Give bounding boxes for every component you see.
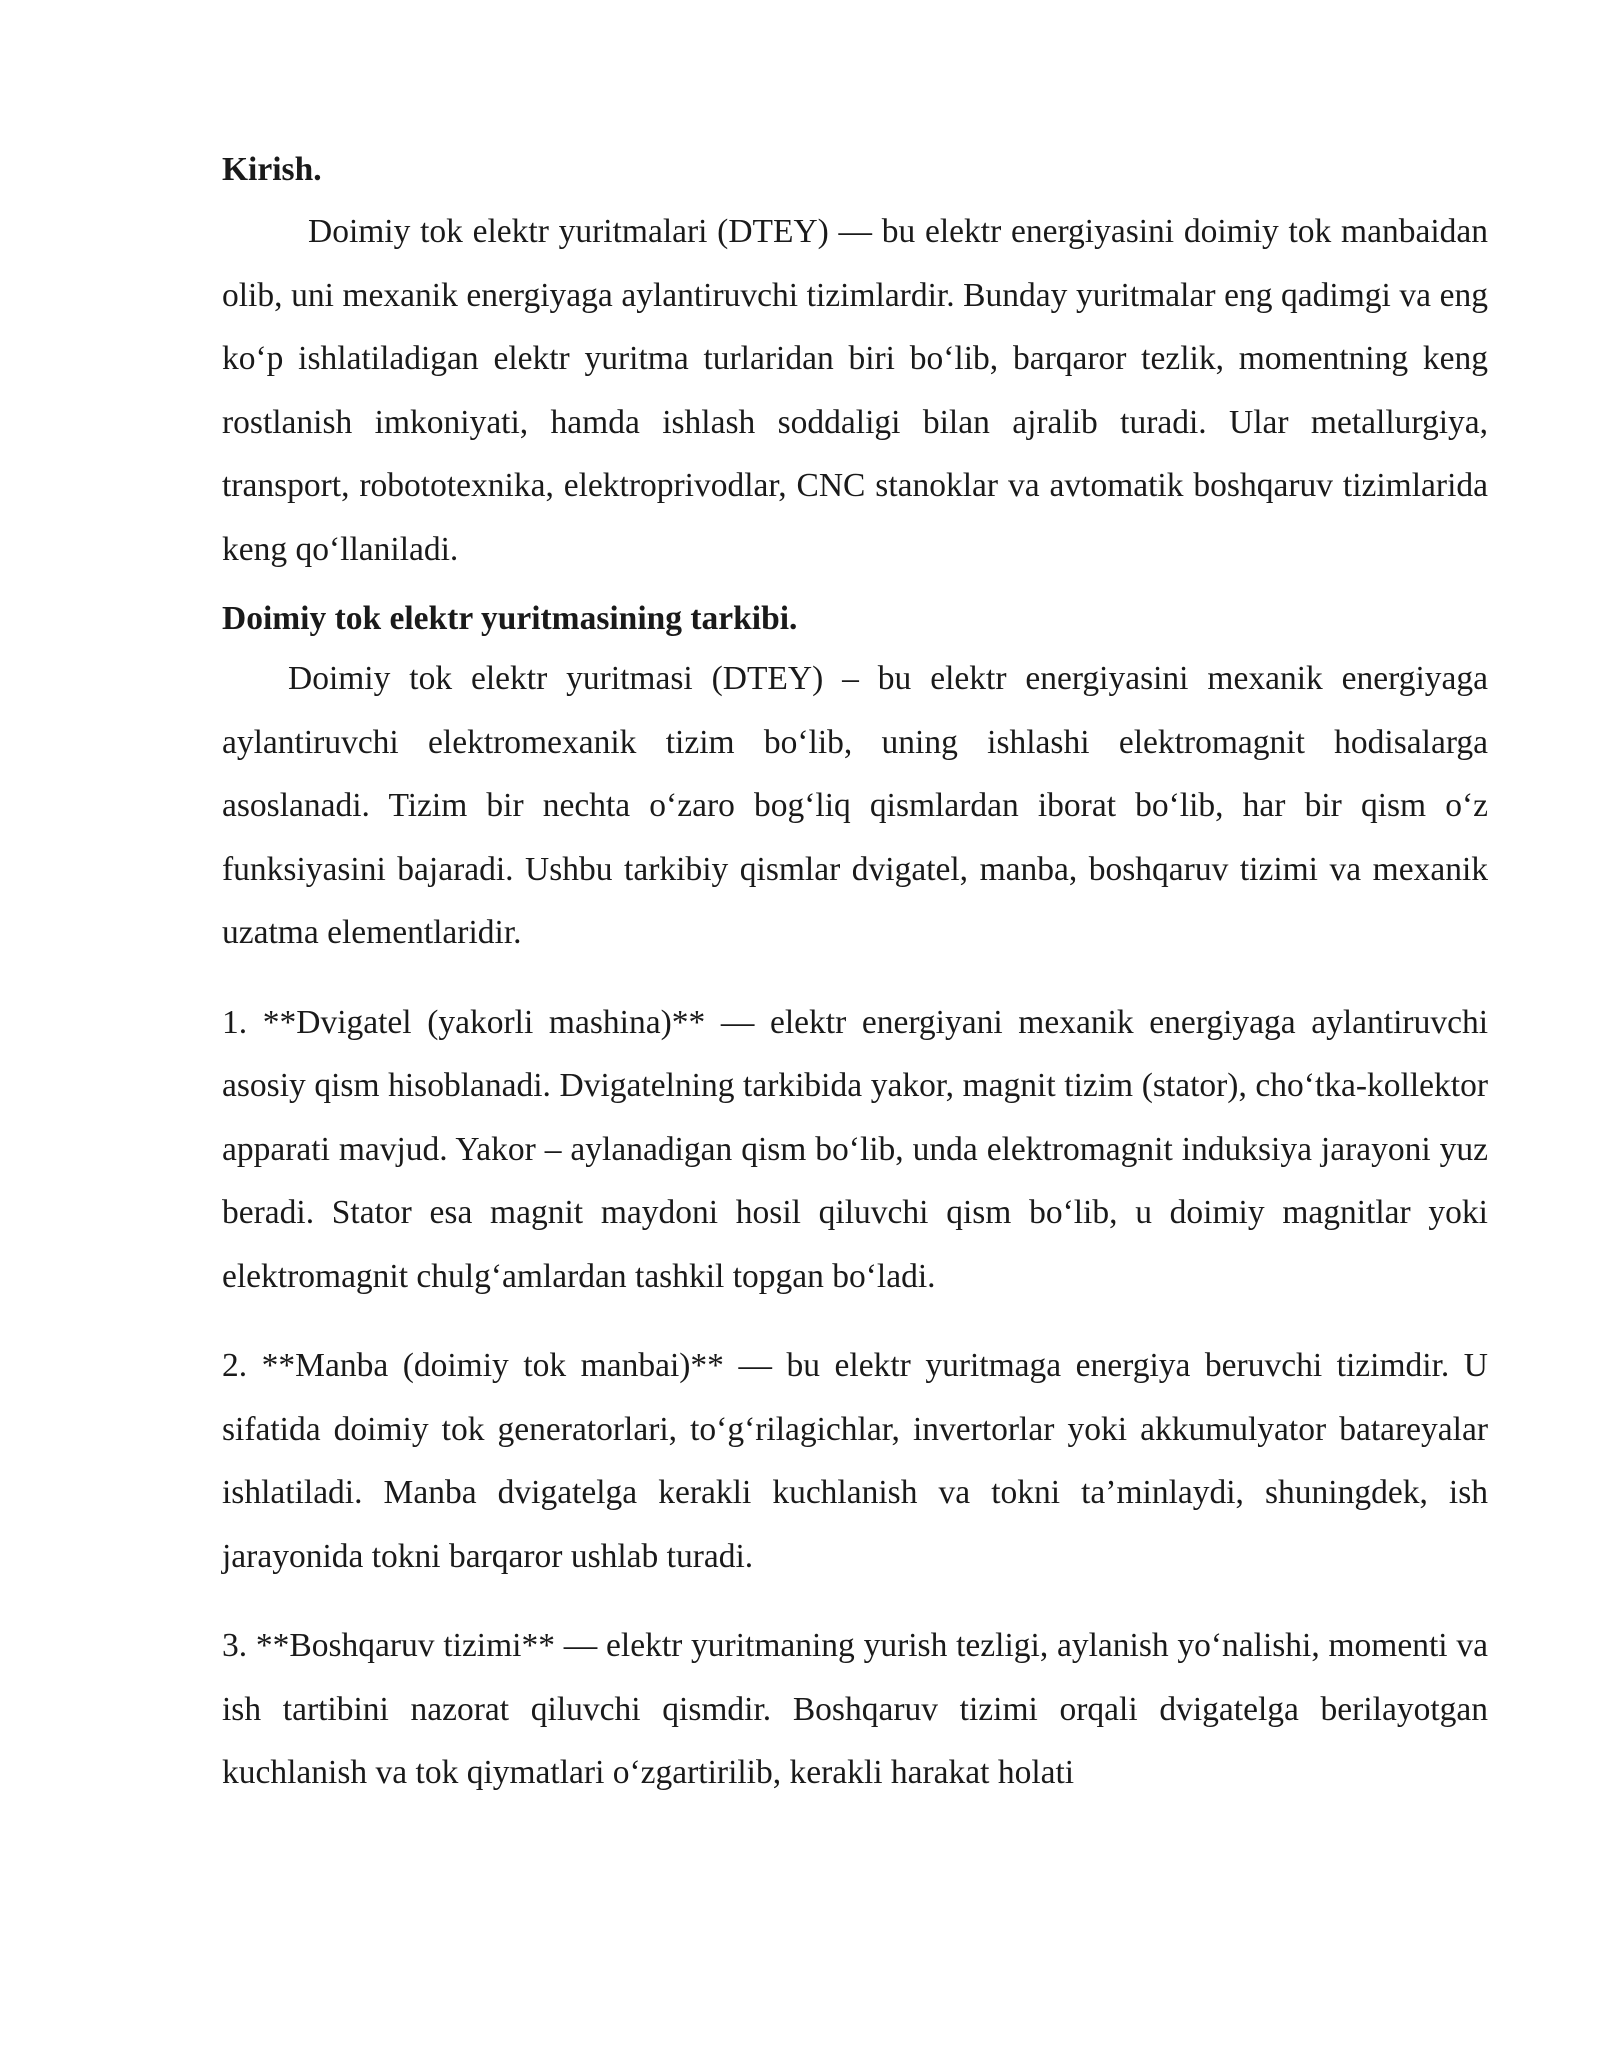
section-heading-intro: Kirish. [222,151,322,188]
document-page [222,148,1488,1805]
list-item-source: 2. **Manba (doimiy tok manbai)** — bu elektr yuritmaga energiya beruvchi tizimdir. U sifatida doimiy tok generatorlari, to‘g‘rilagichlar, invertorlar yoki akkumulyator batareyalar ishlatiladi. Manba dvigatelga kerakli kuchlanish va tokni ta’minlaydi, shuningdek, ish jarayonida tokni barqaror ushlab turadi. [222,1347,1488,1575]
section-heading-composition: Doimiy tok elektr yuritmasining tarkibi. [222,600,798,637]
composition-paragraph: Doimiy tok elektr yuritmasi (DTEY) – bu elektr energiyasini mexanik energiyaga aylantiruvchi elektromexanik tizim bo‘lib, uning ishlashi elektromagnit hodisalarga asoslanadi. Tizim bir nechta o‘zaro bog‘liq qismlardan iborat bo‘lib, har bir qism o‘z funksiyasini bajaradi. Ushbu tarkibiy qismlar dvigatel, manba, boshqaruv tizimi va mexanik uzatma elementlaridir. [222,660,1488,951]
intro-paragraph: Doimiy tok elektr yuritmalari (DTEY) — bu elektr energiyasini doimiy tok manbaidan olib, uni mexanik energiyaga aylantiruvchi tizimlardir. Bunday yuritmalar eng qadimgi va eng ko‘p ishlatiladigan elektr yuritma turlaridan biri bo‘lib, barqaror tezlik, momentning keng rostlanish imkoniyati, hamda ishlash soddaligi bilan ajralib turadi. Ular metallurgiya, transport, robototexnika, elektroprivodlar, CNC stanoklar va avtomatik boshqaruv tizimlarida keng qo‘llaniladi. [222,213,1488,568]
list-item-control-system: 3. **Boshqaruv tizimi** — elektr yuritmaning yurish tezligi, aylanish yo‘nalishi, momenti va ish tartibini nazorat qiluvchi qismdir. Boshqaruv tizimi orqali dvigatelga berilayotgan kuchlanish va tok qiymatlari o‘zgartirilib, kerakli harakat holati [222,1627,1488,1791]
list-item-motor: 1. **Dvigatel (yakorli mashina)** — elektr energiyani mexanik energiyaga aylantiruvchi asosiy qism hisoblanadi. Dvigatelning tarkibida yakor, magnit tizim (stator), cho‘tka-kollektor apparati mavjud. Yakor – aylanadigan qism bo‘lib, unda elektromagnit induksiya jarayoni yuz beradi. Stator esa magnit maydoni hosil qiluvchi qism bo‘lib, u doimiy magnitlar yoki elektromagnit chulg‘amlardan tashkil topgan bo‘ladi. [222,1003,1488,1295]
